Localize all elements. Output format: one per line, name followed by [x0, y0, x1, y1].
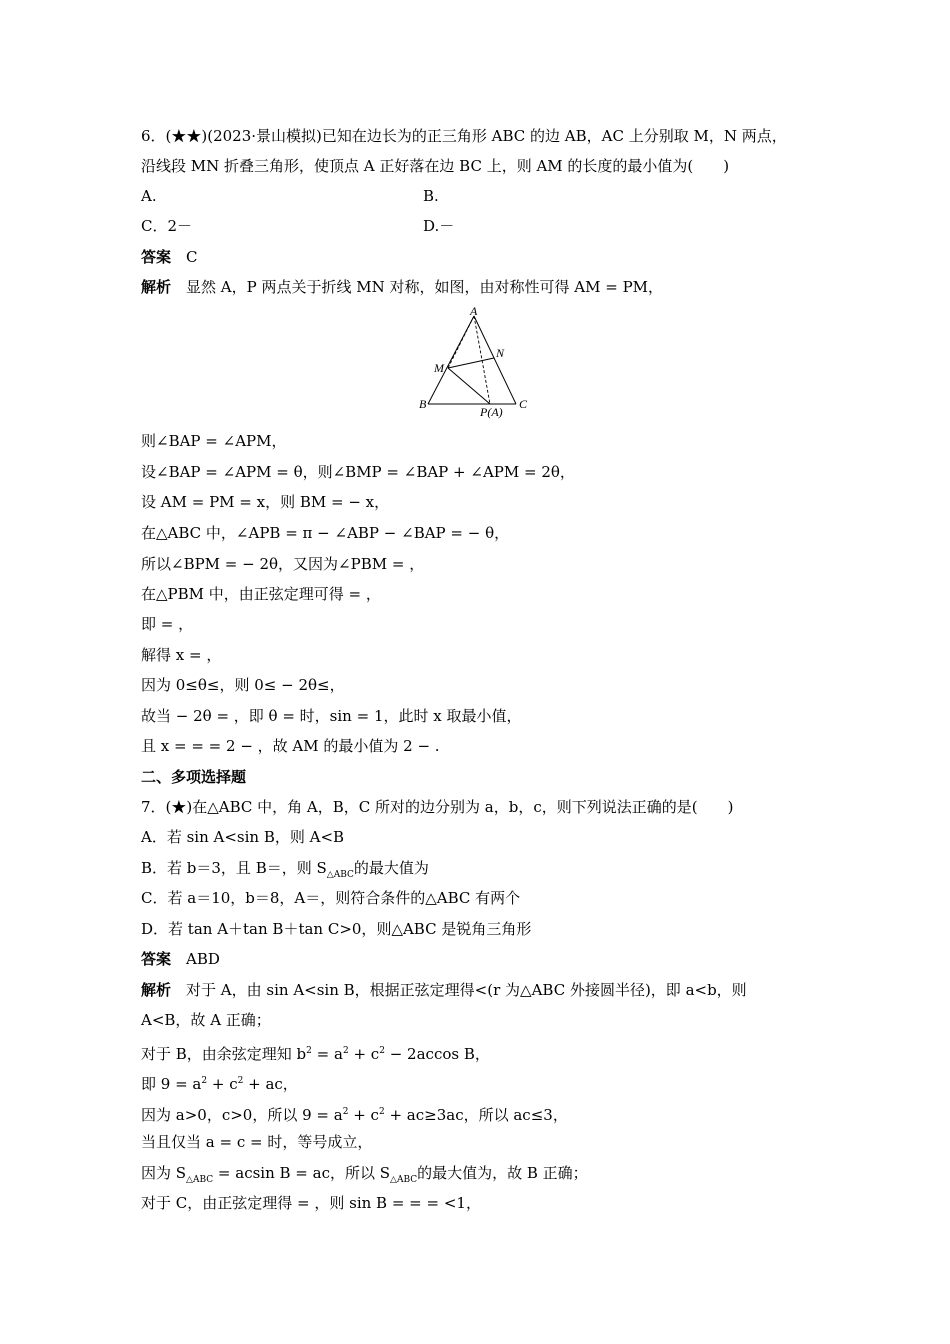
- q6-option-a: A.: [141, 187, 157, 205]
- text: 因为 S: [141, 1164, 187, 1182]
- fold-line-mn: [448, 358, 494, 368]
- label-n: N: [496, 346, 505, 360]
- text: + c: [348, 1106, 379, 1124]
- text: − 2accos B，: [384, 1045, 490, 1063]
- segment-pm: [448, 368, 490, 404]
- q7-option-c: C．若 a＝10，b＝8，A＝，则符合条件的△ABC 有两个: [141, 889, 521, 907]
- q7-analysis-line-5: [141, 1102, 841, 1125]
- q6-analysis-line-8: 即 = ，: [141, 615, 194, 633]
- superscript: 2: [342, 1107, 349, 1117]
- text: 因为 a>0，c>0，所以 9 = a: [141, 1106, 343, 1124]
- answer-label: 答案: [141, 248, 172, 266]
- subscript-abc: △ABC: [326, 870, 354, 880]
- analysis-label: 解析: [141, 981, 172, 999]
- text: 对于 B，由余弦定理知 b: [141, 1045, 307, 1063]
- superscript: 2: [342, 1046, 349, 1056]
- section-title: 二、多项选择题: [141, 768, 247, 786]
- q7-analysis-line-7: [141, 1163, 841, 1190]
- q6-stem-line-1: 6．(★★)(2023·景山模拟)已知在边长为的正三角形 ABC 的边 AB，AC 上分别取 M，N 两点，: [141, 127, 787, 145]
- q6-analysis-line-12: 且 x = = = 2 − ，故 AM 的最小值为 2 − .: [141, 737, 440, 755]
- dashed-ap: [474, 316, 490, 404]
- text: + ac≥3ac，所以 ac≤3，: [384, 1106, 568, 1124]
- answer-value: ABD: [186, 950, 220, 968]
- q7-analysis-line-6: 当且仅当 a = c = 时，等号成立，: [141, 1133, 373, 1151]
- q7-analysis-line-2: A<B，故 A 正确；: [141, 1011, 271, 1029]
- subscript-abc: △ABC: [186, 1175, 214, 1185]
- q7-answer: [141, 949, 841, 969]
- q7-analysis-line-4: [141, 1071, 841, 1094]
- q7-option-b: [141, 858, 841, 885]
- q6-option-b: B.: [423, 187, 439, 205]
- q6-analysis-line-5: 在△ABC 中，∠APB = π − ∠ABP − ∠BAP = − θ，: [141, 524, 510, 542]
- text: = acsin B = ac，所以 S: [213, 1164, 391, 1182]
- superscript: 2: [237, 1076, 244, 1086]
- q6-option-c: C．2－: [141, 217, 193, 235]
- q6-analysis-line-3: 设∠BAP = ∠APM = θ，则∠BMP = ∠BAP + ∠APM = 2θ，: [141, 463, 575, 481]
- q7-option-a: A．若 sin A<sin B，则 A<B: [141, 828, 345, 846]
- subscript-abc: △ABC: [390, 1175, 418, 1185]
- q6-stem-line-2: 沿线段 MN 折叠三角形，使顶点 A 正好落在边 BC 上，则 AM 的长度的最小值为( ): [141, 157, 730, 175]
- label-c: C: [519, 397, 528, 411]
- q6-analysis-line-9: 解得 x = ，: [141, 646, 222, 664]
- superscript: 2: [306, 1046, 312, 1056]
- q6-analysis-line-4: 设 AM = PM = x，则 BM = − x，: [141, 493, 390, 511]
- superscript: 2: [378, 1107, 385, 1117]
- analysis-text: 对于 A，由 sin A<sin B，根据正弦定理得<(r 为△ABC 外接圆半径)，即 a<b，则: [186, 981, 747, 999]
- edge-ac: [474, 316, 516, 404]
- q6-analysis-line-11: 故当 − 2θ = ，即 θ = 时，sin = 1，此时 x 取最小值，: [141, 707, 522, 725]
- text: 的最大值为，故 B 正确；: [417, 1164, 588, 1182]
- text: + c: [348, 1045, 380, 1063]
- q6-analysis-line-10: 因为 0≤θ≤，则 0≤ − 2θ≤，: [141, 676, 345, 694]
- label-p: P(A): [480, 405, 503, 419]
- q6-analysis-line-2: 则∠BAP = ∠APM，: [141, 432, 287, 450]
- q6-analysis-line-6: 所以∠BPM = − 2θ，又因为∠PBM = ，: [141, 555, 425, 573]
- answer-label: 答案: [141, 950, 172, 968]
- superscript: 2: [379, 1046, 385, 1056]
- edge-ab: [428, 316, 474, 404]
- text: + c: [207, 1075, 238, 1093]
- label-b: B: [419, 397, 427, 411]
- triangle-fold-figure: [415, 306, 535, 422]
- q7-analysis-line-3: [141, 1041, 841, 1064]
- text: = a: [311, 1045, 343, 1063]
- q6-analysis-line-1: [141, 277, 841, 297]
- q7-analysis-line-8: 对于 C，由正弦定理得 = ，则 sin B = = = <1，: [141, 1194, 481, 1212]
- q6-answer: [141, 247, 841, 267]
- q6-option-d: D.－: [423, 217, 455, 235]
- q7-option-d: D．若 tan A＋tan B＋tan C>0，则△ABC 是锐角三角形: [141, 920, 532, 938]
- analysis-text: 显然 A，P 两点关于折线 MN 对称，如图，由对称性可得 AM = PM，: [186, 278, 664, 296]
- analysis-label: 解析: [141, 278, 172, 296]
- q7-option-b-text: B．若 b＝3，且 B＝，则 S: [141, 859, 327, 877]
- q7-analysis-line-1: [141, 980, 841, 1000]
- label-a: A: [470, 306, 478, 318]
- q7-stem: 7．(★)在△ABC 中，角 A，B，C 所对的边分别为 a，b，c，则下列说法正确的是( ): [141, 798, 734, 816]
- label-m: M: [434, 361, 444, 375]
- answer-value: C: [186, 248, 198, 266]
- q7-option-b-tail: 的最大值为: [353, 859, 429, 877]
- q6-analysis-line-7: 在△PBM 中，由正弦定理可得 = ，: [141, 585, 381, 603]
- text: 即 9 = a: [141, 1075, 202, 1093]
- superscript: 2: [201, 1076, 208, 1086]
- text: + ac，: [243, 1075, 298, 1093]
